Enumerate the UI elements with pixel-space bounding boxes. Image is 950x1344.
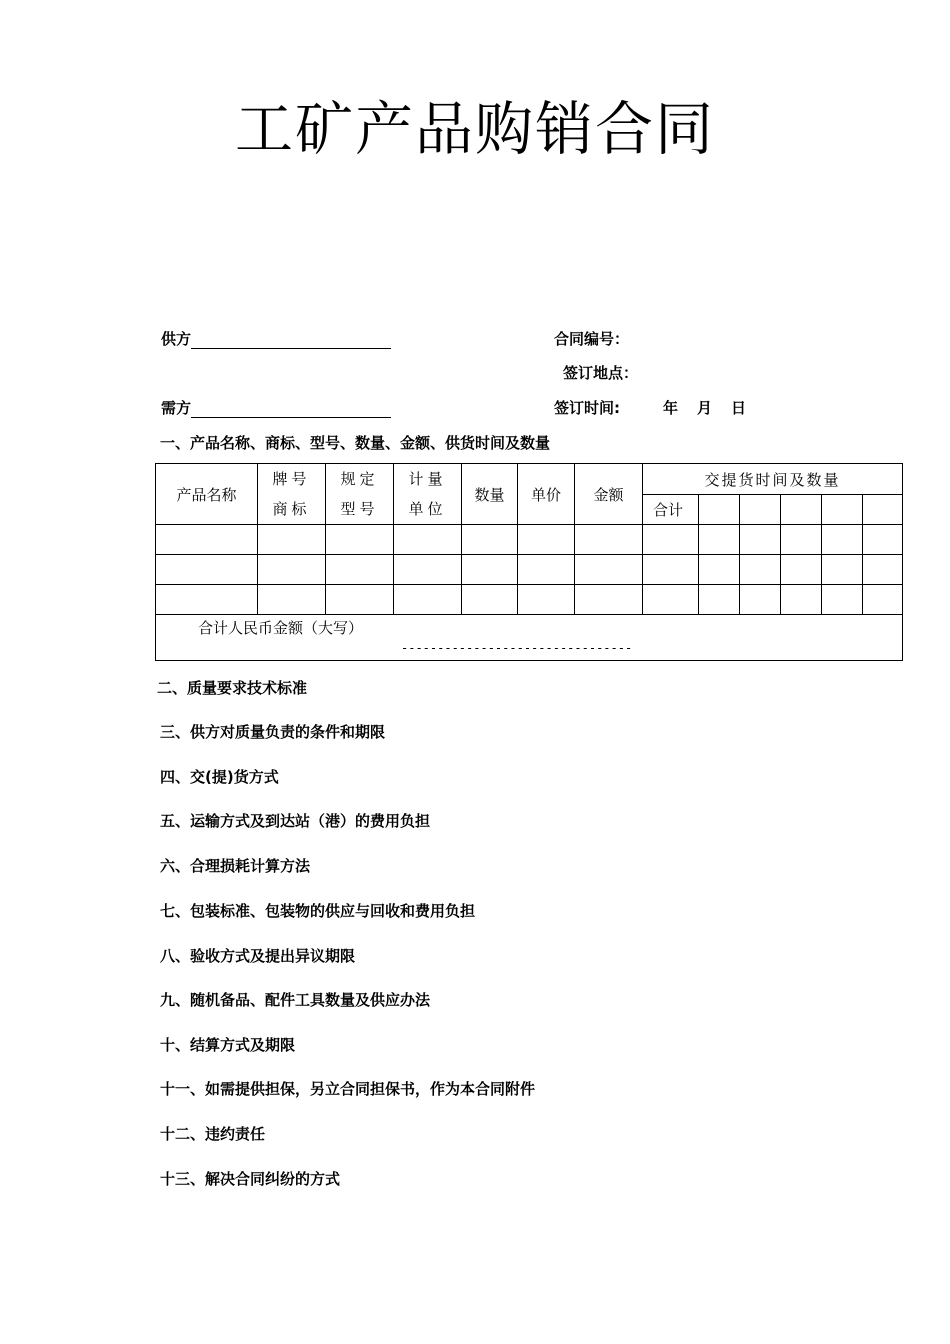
table-cell[interactable]	[462, 555, 518, 585]
table-cell[interactable]	[394, 555, 462, 585]
table-cell[interactable]	[863, 555, 903, 585]
section-7-title: 七、包装标准、包装物的供应与回收和费用负担	[160, 902, 476, 920]
table-cell[interactable]	[740, 525, 781, 555]
table-cell[interactable]	[863, 585, 903, 615]
table-row	[156, 585, 903, 615]
table-cell[interactable]	[781, 585, 822, 615]
table-cell[interactable]	[740, 495, 781, 525]
table-cell[interactable]	[258, 555, 326, 585]
year-label: 年	[663, 399, 679, 417]
section-4-title: 四、交(提)货方式	[160, 768, 279, 786]
table-cell[interactable]	[740, 555, 781, 585]
buyer-blank[interactable]	[191, 403, 391, 418]
table-cell[interactable]	[699, 555, 740, 585]
document-title: 工矿产品购销合同	[234, 95, 715, 163]
section-8-title: 八、验收方式及提出异议期限	[160, 947, 356, 965]
col-header-delivery: 交提货时间及数量	[643, 464, 903, 495]
col-header-qty: 数量	[462, 464, 518, 525]
section-5-title: 五、运输方式及到达站（港）的费用负担	[160, 812, 431, 830]
section-1-title: 一、产品名称、商标、型号、数量、金额、供货时间及数量	[160, 434, 551, 452]
col-header-unit: 计量 单位	[394, 464, 462, 525]
table-cell[interactable]	[822, 525, 863, 555]
table-cell[interactable]	[326, 585, 394, 615]
table-cell[interactable]	[575, 555, 643, 585]
table-cell[interactable]	[462, 585, 518, 615]
col-header-total: 合计	[643, 495, 699, 525]
section-2-title: 二、质量要求技术标准	[157, 679, 308, 697]
table-cell[interactable]	[699, 495, 740, 525]
table-cell[interactable]	[394, 585, 462, 615]
table-cell[interactable]	[518, 585, 575, 615]
table-cell[interactable]	[863, 495, 903, 525]
table-row	[156, 525, 903, 555]
total-rmb-label: 合计人民币金额（大写）	[198, 619, 364, 637]
table-cell[interactable]	[462, 525, 518, 555]
table-cell[interactable]	[518, 555, 575, 585]
month-label: 月	[697, 399, 713, 417]
table-cell[interactable]	[740, 585, 781, 615]
table-cell[interactable]	[699, 525, 740, 555]
table-cell[interactable]	[863, 525, 903, 555]
table-cell[interactable]	[575, 585, 643, 615]
product-table	[155, 463, 903, 661]
col-header-product-name: 产品名称	[156, 464, 258, 525]
table-cell[interactable]	[781, 495, 822, 525]
col-header-price: 单价	[518, 464, 575, 525]
section-3-title: 三、供方对质量负责的条件和期限	[160, 723, 386, 741]
section-9-title: 九、随机备品、配件工具数量及供应办法	[160, 991, 431, 1009]
buyer-label: 需方	[161, 399, 192, 417]
table-cell[interactable]	[822, 585, 863, 615]
table-cell[interactable]	[643, 555, 699, 585]
section-12-title: 十二、违约责任	[160, 1125, 266, 1143]
sign-time-label: 签订时间:	[554, 399, 620, 417]
total-rmb-row	[156, 615, 903, 661]
table-cell[interactable]	[258, 525, 326, 555]
table-cell[interactable]	[822, 555, 863, 585]
table-cell[interactable]	[394, 525, 462, 555]
table-cell[interactable]	[156, 585, 258, 615]
section-11-title: 十一、如需提供担保，另立合同担保书，作为本合同附件	[160, 1080, 536, 1098]
table-cell[interactable]	[643, 585, 699, 615]
section-6-title: 六、合理损耗计算方法	[160, 857, 311, 875]
table-cell[interactable]	[781, 525, 822, 555]
table-cell[interactable]	[156, 555, 258, 585]
table-cell[interactable]	[156, 525, 258, 555]
sign-place-label: 签订地点：	[563, 364, 639, 382]
buyer-field	[161, 397, 391, 418]
table-row	[156, 555, 903, 585]
supplier-label: 供方	[161, 330, 192, 348]
table-cell[interactable]	[822, 495, 863, 525]
total-rmb-blank[interactable]: --------------------------------	[401, 641, 633, 655]
col-header-amount: 金额	[575, 464, 643, 525]
table-cell[interactable]	[326, 555, 394, 585]
table-cell[interactable]	[258, 585, 326, 615]
col-header-spec: 规定 型号	[326, 464, 394, 525]
table-cell[interactable]	[643, 525, 699, 555]
table-cell[interactable]	[781, 555, 822, 585]
table-cell[interactable]	[326, 525, 394, 555]
supplier-field	[161, 328, 391, 349]
table-cell[interactable]	[575, 525, 643, 555]
section-10-title: 十、结算方式及期限	[160, 1036, 296, 1054]
section-13-title: 十三、解决合同纠纷的方式	[160, 1170, 341, 1188]
day-label: 日	[731, 399, 747, 417]
col-header-brand: 牌号 商标	[258, 464, 326, 525]
table-cell[interactable]	[518, 525, 575, 555]
supplier-blank[interactable]	[191, 334, 391, 349]
table-cell[interactable]	[699, 585, 740, 615]
contract-no-label: 合同编号：	[554, 330, 630, 348]
